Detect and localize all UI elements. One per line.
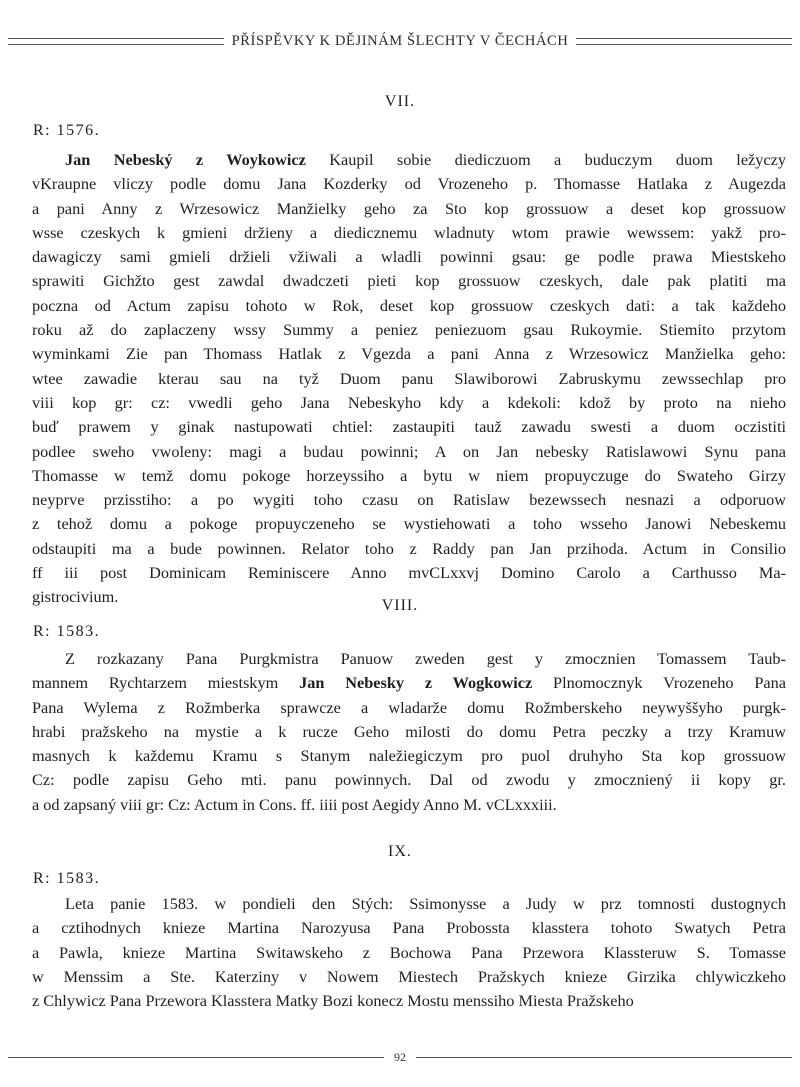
line-text: z tehož domu a pokoge propuyczeneho se wystiehowati a toho wsseho Janowi Nebeskemu [32,514,786,534]
line-text: a od zapsaný viii gr: Cz: Actum in Cons. ff. iiii post Aegidy Anno M. vCLxxxiii. [32,794,557,814]
line-text: viii kop gr: cz: vwedli geho Jana Nebeskyho kdy a kdekoli: kdož by proto na nieho [32,392,786,412]
record-paragraph [32,647,786,817]
line-text: gistrocivium. [32,587,119,607]
line-text: vKraupne vliczy podle domu Jana Kozderky od Vrozeneho p. Thomasse Hatlaka z Augezda [32,174,786,194]
line-text: ff iii post Dominicam Reminiscere Anno mvCLxxvj Domino Carolo a Carthusso Ma- [32,563,786,583]
line-text: w Menssim a Ste. Katerziny v Nowem Miestech Pražskych knieze Girzika chlywiczkeho [32,966,786,986]
section-number: VIII. [381,597,419,614]
line-text: wyminkami Zie pan Thomass Hatlak z Vgezda a pani Anna z Wrzesowicz Manžielka geho: [32,344,786,364]
text-line [32,391,786,415]
text-line [32,245,786,269]
line-text: z Chlywicz Pana Przewora Klasstera Matky Bozi konecz Mostu menssiho Miesta Pražskeho [32,991,634,1011]
record-date: R: 1583. [33,870,101,887]
text-line [32,744,786,768]
line-text: dawagiczy sami gmieli držieli vžiwali a wladli powinni gsau: ge podle prawa Miestskeho [32,247,786,267]
running-header [8,30,792,52]
text-line [32,892,786,916]
text-line [32,768,786,792]
line-text: wtee zawadie kterau sau na tyž Duom panu Slawiborowi Zabruskymu zewssechlap pro [32,368,786,388]
record-date: R: 1583. [33,623,101,640]
line-text: podlee sweho vwoleny: magi a budau powinni; A on Jan nebesky Ratislawowi Synu pana [32,441,786,461]
person-name: Jan Nebeský z Woykowicz [65,150,306,169]
section-number: IX. [388,843,412,860]
line-text: a cztihodnych knieze Martina Narozyusa Pana Probossta klasstera tohoto Swatych Petra [32,918,786,938]
text-line [32,342,786,366]
header-rule-right [576,38,792,45]
text-line [32,269,786,293]
text-line [32,537,786,561]
text-line [32,793,786,817]
text-line [32,696,786,720]
line-text: neyprve przisstiho: a po wygiti toho czasu on Ratislaw bezewssech nesnazi a odporuow [32,490,786,510]
text-line [32,221,786,245]
person-name: Jan Nebesky z Wogkowicz [299,673,533,693]
header-title: PŘÍSPĚVKY K DĚJINÁM ŠLECHTY V ČECHÁCH [231,32,569,49]
line-text: masnych k každemu Kramu s Stanym naležiegiczym pro puol druhyho Sta kop grossuow [32,746,786,766]
text-line [32,488,786,512]
line-text: poczna od Actum zapisu tohoto w Rok, deset kop grossuow czeskych dati: a tak každeho [32,295,786,315]
text-line [32,941,786,965]
record-paragraph [32,148,786,610]
page-footer [8,1050,792,1064]
line-text: buď prawem y ginak nastupowati chtiel: zastaupiti tauž zawadu swesti a duom oczistiti [32,417,786,437]
text-line [32,440,786,464]
text-line [32,318,786,342]
text-line [32,647,786,671]
text-line [32,916,786,940]
text-line [32,172,786,196]
line-text: a Pawla, knieze Martina Switawskeho z Bochowa Pana Przewora Klassteruw S. Tomasse [32,942,786,962]
line-text: Leta panie 1583. w pondieli den Stých: Ssimonysse a Judy w prz tomnosti dustognych [65,894,786,913]
text-line [32,197,786,221]
text-line [32,965,786,989]
line-text: Z rozkazany Pana Purgkmistra Panuow zweden gest y zmocznien Tomassem Taub- [65,649,786,668]
line-text: Kaupil sobie diediczuom a buduczym duom ležyczy [305,150,787,169]
text-line [32,464,786,488]
section-number: VII. [384,93,416,110]
line-text: Plnomocznyk Vrozeneho Pana [532,673,786,693]
text-line [32,561,786,585]
line-text: sprawiti Gichžto gest zawdal dwadczeti pieti kop grossuow czeskych, dale pak platiti ma [32,271,786,291]
footer-rule-left [8,1057,384,1058]
record-paragraph [32,892,786,1013]
record-date: R: 1576. [33,122,101,139]
text-line [32,989,786,1013]
page-number: 92 [394,1049,406,1064]
line-text: a pani Anny z Wrzesowicz Manžielky geho za Sto kop grossuow a deset kop grossuow [32,198,786,218]
line-text: Cz: podle zapisu Geho mti. panu powinnych. Dal od zwodu y zmoczniený ii kopy gr. [32,770,786,790]
text-line [32,294,786,318]
text-line [32,148,786,172]
text-line [32,415,786,439]
text-line [32,367,786,391]
text-line [32,512,786,536]
line-text: Thomasse w temž domu pokoge horzeyssiho a bytu w niem propuyczuge do Swateho Girzy [32,465,786,485]
text-line [32,671,786,695]
footer-rule-right [416,1057,792,1058]
header-rule-left [8,38,224,45]
line-text: Pana Wylema z Rožmberka sprawcze a wladarže domu Rožmberskeho neywyššyho purgk- [32,697,786,717]
line-text: mannem Rychtarzem miestskym [32,673,300,693]
line-text: hrabi pražskeho na mystie a k rucze Geho milosti do domu Petra peczky a trzy Kramuw [32,721,786,741]
text-line [32,720,786,744]
line-text: roku až do zaplaczeny wssy Summy a peniez peniezuom gsau Rukoymie. Stiemito przytom [32,320,786,340]
line-text: odstaupiti ma a bude powinnen. Relator toho z Raddy pan Jan przihoda. Actum in Consilio [32,538,786,558]
line-text: wsse czeskych k gmieni držieny a diedicznemu wladnuty wtom prawie wewssem: yakž pro- [32,222,786,242]
